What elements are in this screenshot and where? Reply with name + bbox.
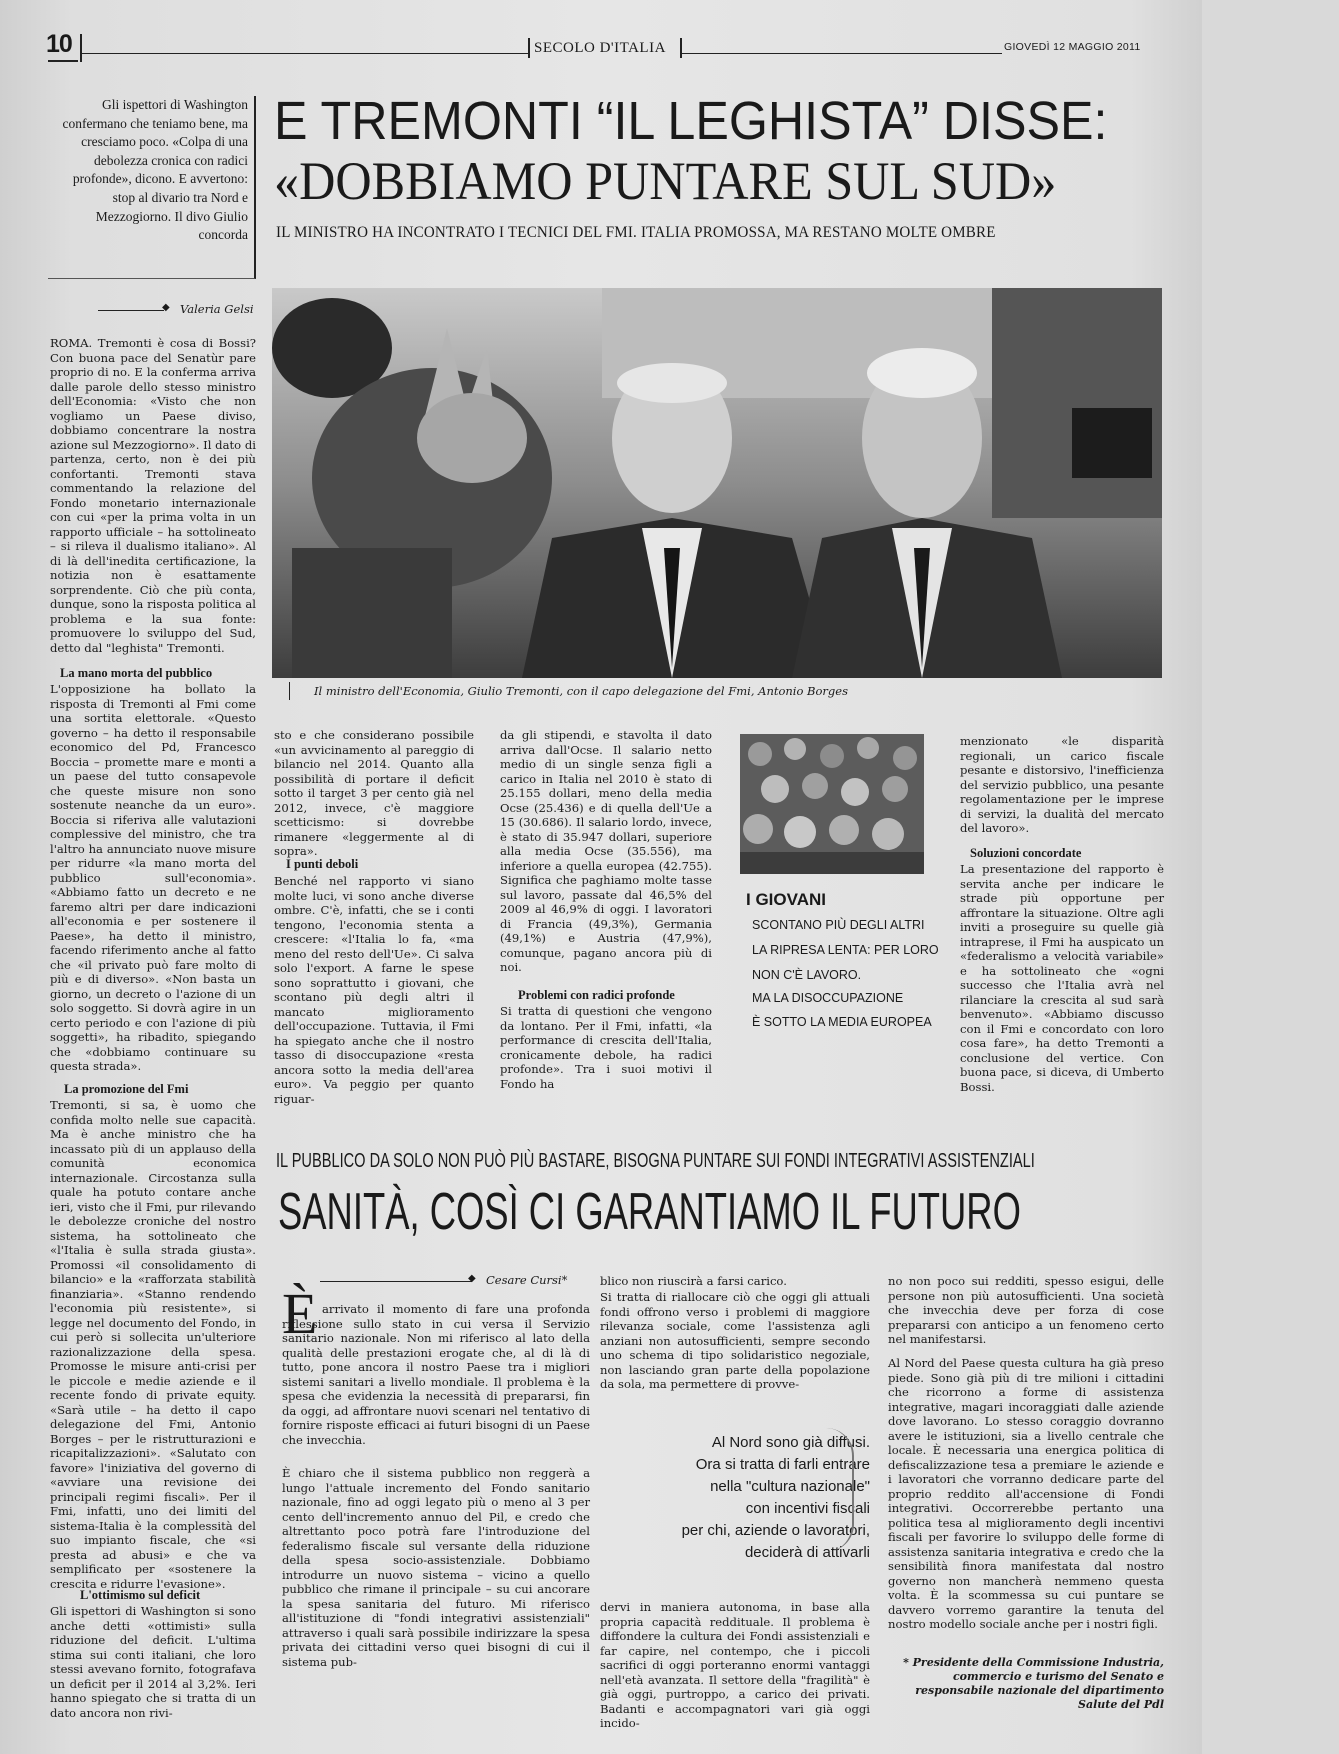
article2-footnote: * Presidente della Commissione Industria, commercio e turismo del Senato e responsabile nazionale del dipartimento Salute del Pdl — [903, 1656, 1164, 1711]
sidebar-summary-box — [48, 96, 256, 279]
article1-col3-p2: Si tratta di questioni che vengono da lontano. Per il Fmi, infatti, «la performance di crescita dell'Italia, cronicamente debole, ha radici profonde». Tra i suoi motivi il Fondo ha — [500, 1004, 712, 1091]
article2-kicker: IL PUBBLICO DA SOLO NON PUÒ PIÙ BASTARE, BISOGNA PUNTARE SUI FONDI INTEGRATIVI ASSISTENZIALI — [276, 1150, 1035, 1172]
article1-col2-p2: Benché nel rapporto vi siano molte luci, vi sono anche diverse ombre. C'è, infatti, che se i conti tengono, l'economia stenta a crescere: «l'Italia lo fa, «ma meno del resto dell'Ue». Ci salva solo l'export. A farne le spese sono soprattutto i giovani, che scontano più degli altri il mancato miglioramento dell'occupazione. Tuttavia, il Fmi ha spiegato anche che il nostro tasso di disoccupazione «resta ancora sotto la media dell'area euro». Va peggio per quanto riguar- — [274, 874, 474, 1106]
article1-col3-p1: da gli stipendi, e stavolta il dato arriva dall'Ocse. Il salario netto medio di un single senza figli a carico in Italia nel 2010 è stato di 25.155 dollari, meno della media Ocse (25.436) e di quella dell'Ue a 15 (30.686). Il salario lordo, invece, è stato di 35.947 dollari, superiore alla media Ocse (35.556), ma inferiore a quella europea (42.755). Significa che paghiamo molte tasse sul lavoro, passate dal 46,5% del 2009 al 46,9% di oggi. I lavoratori di Francia (49,3%), Germania (49,1%) e Austria (47,9%), comunque, pagano ancora più di noi. — [500, 728, 712, 974]
pull-quote-line6: deciderà di attivarli — [744, 1544, 870, 1561]
youth-box-line2: LA RIPRESA LENTA: PER LORO — [752, 943, 939, 957]
pull-quote-line5: per chi, aziende o lavoratori, — [681, 1522, 870, 1539]
article2-col2-p2: Si tratta di riallocare ciò che oggi gli attuali fondi offrono verso i problemi di maggiore rilevanza sociale, come l'assistenza agli anziani non autosufficienti, sempre secondo uno schema di tipo solidaristico negoziale, non lasciando gran parte della popolazione da sola, ma permettere di provve- — [600, 1290, 870, 1391]
author-diamond-icon: ◆ — [162, 302, 170, 313]
article1-col1-p2: Tremonti, si sa, è uomo che confida molto nelle sue capacità. Ma è anche ministro che ha incassato più di un applauso della comunità economica internazionale. Circostanza sulla quale ha potuto contare anche ieri, visto che il Fmi, pur rilevando le debolezze croniche del nostro sistema, ha sottolineato che «l'Italia è sulla strada giusta». Promossi «il consolidamento di bilancio» e la «rafforzata stabilità finanziaria». «Stanno rendendo l'economia più resistente», si legge nel documento del Fondo, in cui però si sollecita un'ulteriore razionalizzazione della spesa. Promosse le misure anti-crisi per le piccole e medie aziende e il recente fondo di private equity. «Sarà utile – ha detto il capo delegazione del Fmi, Antonio Borges – per le ristrutturazioni e ricapitalizzazioni». «Salutato con favore» l'iniziativa del governo di «avviare una revisione dei principali regimi fiscali». Per il Fmi, infatti, uno dei limiti del sistema-Italia è la complessità del suo impianto fiscale, che «si presta ad abusi» e che va semplificato per «sostenere la crescita e ridurre l'evasione». — [50, 1098, 256, 1591]
youth-box-line3: NON C'È LAVORO. — [752, 968, 862, 982]
article1-subhead-2: La promozione del Fmi — [64, 1082, 189, 1096]
masthead: SECOLO D'ITALIA — [534, 40, 666, 56]
article1-col5-p1: menzionato «le disparità regionali, un carico fiscale pesante e distorsivo, l'inefficienza del servizio pubblico, una pesante regolamentazione per le imprese di servizi, la dualità del mercato del lavoro». — [960, 734, 1164, 835]
article1-col2-p1: sto e che considerano possibile «un avvicinamento al pareggio di bilancio nel 2014. Quanto alla possibilità di portare il deficit sotto il target 3 per cento già nel 2012, invece, c'è maggiore scetticismo: si dovrebbe rimanere «leggermente al di sopra». — [274, 728, 474, 858]
sidebar-summary-text: Gli ispettori di Washington confermano che teniamo bene, ma cresciamo poco. «Colpa di una debolezza cronica con radici profonde», dicono. E avvertono: stop al divario tra Nord e Mezzogiorno. Il divo Giulio concorda — [62, 97, 248, 243]
pull-quote-line3: nella "cultura nazionale" — [710, 1478, 870, 1495]
article-subtitle: IL MINISTRO HA INCONTRATO I TECNICI DEL FMI. ITALIA PROMOSSA, MA RESTANO MOLTE OMBRE — [276, 224, 996, 241]
article2-col2-p3: dervi in maniera autonoma, in base alla propria capacità reddituale. Il problema è diffondere la cultura dei Fondi assistenziali e far capire, nel contempo, che i piccoli sacrifici di oggi porteranno enormi vantaggi nell'età avanzata. Il settore della "fragilità" è già oggi, purtroppo, a carico dei privati. Badanti e accompagnatori vari già oggi incido- — [600, 1600, 870, 1730]
youth-photo — [740, 734, 924, 874]
article1-subhead-4: I punti deboli — [286, 857, 359, 871]
article2-dropcap: È — [282, 1281, 318, 1346]
pull-quote-line1: Al Nord sono già diffusi. — [711, 1434, 870, 1451]
page-number: 10 — [46, 30, 72, 58]
article2-col1-p2: È chiaro che il sistema pubblico non reggerà a lungo l'attuale incremento del Fondo sanitario nazionale, fino ad oggi legato più o meno al 3 per cento dell'incremento annuo del Pil, e credo che altrettanto poco potrà fare l'introduzione del federalismo fiscale sul versante della riduzione della spesa socio-assistenziale. Dobbiamo introdurre un nuovo sistema – vicino a quello pubblico che rimane il principale – su cui ancorare la spesa sanitaria del futuro. Mi riferisco all'istituzione di "fondi integrativi assistenziali" attraverso i quali sarà possibile indirizzare la spesa privata dei cittadini verso quei bisogni di cui il sistema pub- — [282, 1466, 590, 1669]
youth-box-title: I GIOVANI — [746, 890, 826, 909]
article2-title: SANITÀ, COSÌ CI GARANTIAMO IL FUTURO — [278, 1183, 1021, 1241]
pull-quote-bracket — [826, 1428, 854, 1552]
article2-col3-p2: Al Nord del Paese questa cultura ha già preso piede. Sono già più di tre milioni i cittadini che ricorrono a forme di assistenza integrative, magari incoraggiati dalle aziende dove lavorano. Lo stesso coraggio dovranno avere le istituzioni, sia a livello centrale che locale. È necessaria una energica politica di defiscalizzazione tesa a premiare le aziende e i lavoratori che vorranno dedicare parte del proprio reddito all'accensione di Fondi integrativi. Occorrerebbe pertanto una politica tesa al miglioramento degli incentivi fiscali per favorire lo sviluppo delle forme di assistenza sanitaria integrativa e credo che la sensibilità finora manifestata dal nostro governo non mancherà nemmeno questa volta. È la scommessa su cui puntare se davvero vorremo garantire la tenuta del nostro modello sociale anche per i nostri figli. — [888, 1356, 1164, 1631]
article1-subhead-3: L'ottimismo sul deficit — [80, 1588, 201, 1602]
crowd-illustration — [740, 734, 924, 874]
article1-col1-p3: Gli ispettori di Washington si sono anche detti «ottimisti» sulla riduzione del deficit. L'ultima stima sui conti italiani, che loro stessi avevano fornito, fotografava un deficit per il 2014 al 3,2%. Ieri hanno spiegato che si tratta di un dato ancora non rivi- — [50, 1604, 256, 1720]
main-photo — [272, 288, 1162, 678]
pull-quote-line4: con incentivi fiscali — [745, 1500, 870, 1517]
article2-col2-p1: blico non riuscirà a farsi carico. — [600, 1274, 787, 1288]
article1-col1-p1: L'opposizione ha bollato la risposta di Tremonti al Fmi come una sortita elettorale. «Questo governo – ha detto il responsabile economico del Pd, Francesco Boccia – promette mare e monti a un paese del tutto consapevole che queste misure non sono sostenute neanche da un euro». Boccia si riferiva alle valutazioni complessive del ministro, che tra l'altro ha annunciato nuove misure per ridurre «la mano morta del pubblico sull'economia». «Abbiamo fatto un decreto e ne faremo altri per dare indicazioni all'economia e per sostenere il Paese», ha detto il ministro, facendo riferimento anche al fatto che «il privato può fare molto di più e di diverso». «Non basta un giorno, un decreto o l'azione di un solo soggetto. Si dovrà agire in un certo periodo e con l'azione di più soggetti», ha ribadito, spiegando che «dobbiamo continuare su questa strada». — [50, 682, 256, 1073]
article2-col1-p1: arrivato il momento di fare una profonda riflessione sullo stato in cui versa il Servizio sanitario nazionale. Non mi riferisco al lato della qualità delle prestazioni erogate che, al di là di tutto, pone ancora il nostro Paese tra i migliori sistemi sanitari a livello mondiale. Il problema è la spesa che evidenzia la necessità di prepararsi, fin da oggi, ad affrontare nuovi scenari nel tentativo di fornire risposte efficaci ai futuri bisogni di un Paese che invecchia. — [282, 1302, 590, 1447]
article1-col1-intro: ROMA. Tremonti è cosa di Bossi? Con buona pace del Senatùr pare proprio di no. E la conferma arriva dalle parole dello stesso ministro dell'Economia: «Visto che non vogliamo un Paese diviso, dobbiamo concentrare la nostra azione sul Mezzogiorno». Il dato di partenza, certo, non è dei più confortanti. Tremonti stava commentando la relazione del Fondo monetario internazionale con cui «per la prima volta in un rapporto ufficiale – ha sottolineato – si rileva il dualismo italiano». Al di là dell'inedita certificazione, la notizia non è esattamente sorprendente. Ciò che più conta, dunque, sono la risposta politica al problema e la sua fonte: promuovere lo sviluppo del Sud, detto dal "leghista" Tremonti. — [50, 336, 256, 655]
article2-author: Cesare Cursi* — [486, 1273, 568, 1287]
article1-col5-p2: La presentazione del rapporto è servita anche per indicare le strade più opportune per affrontare la situazione. Oltre agli inviti a proseguire su quelle già intraprese, il Fmi ha auspicato un «federalismo a velocità variabile» e ha sottolineato che «ogni successo che l'Italia avrà nel rilanciare la crescita al sud sarà benvenuto». «Abbiamo discusso con il Fmi e concordato con loro cosa fare», ha detto Tremonti a conclusione del vertice. Con buona pace, si diceva, di Umberto Bossi. — [960, 862, 1164, 1094]
article2-col3-p1: no non poco sui redditi, spesso esigui, delle persone non più autosufficienti. Una società che invecchia deve per forza di cose prepararsi con anticipo a un fenomeno certo nel manifestarsi. — [888, 1274, 1164, 1346]
article-title-line1: E TREMONTI “IL LEGHISTA” DISSE: — [274, 91, 1108, 151]
youth-box-line4: MA LA DISOCCUPAZIONE — [752, 991, 904, 1005]
article1-subhead-5: Problemi con radici profonde — [518, 988, 675, 1002]
article-title-line2: «DOBBIAMO PUNTARE SUL SUD» — [274, 151, 1057, 211]
article-author: Valeria Gelsi — [180, 302, 254, 316]
author-diamond-icon-2: ◆ — [468, 1273, 476, 1284]
photo-illustration — [272, 288, 1162, 678]
pull-quote-line2: Ora si tratta di farli entrare — [695, 1456, 870, 1473]
issue-date: GIOVEDÌ 12 MAGGIO 2011 — [1004, 41, 1141, 53]
youth-box-line5: È SOTTO LA MEDIA EUROPEA — [752, 1015, 932, 1029]
article1-subhead-6: Soluzioni concordate — [970, 846, 1082, 860]
article1-subhead-1: La mano morta del pubblico — [60, 666, 213, 680]
photo-caption: Il ministro dell'Economia, Giulio Tremonti, con il capo delegazione del Fmi, Antonio Borges — [314, 684, 848, 698]
youth-box-line1: SCONTANO PIÙ DEGLI ALTRI — [752, 918, 925, 932]
